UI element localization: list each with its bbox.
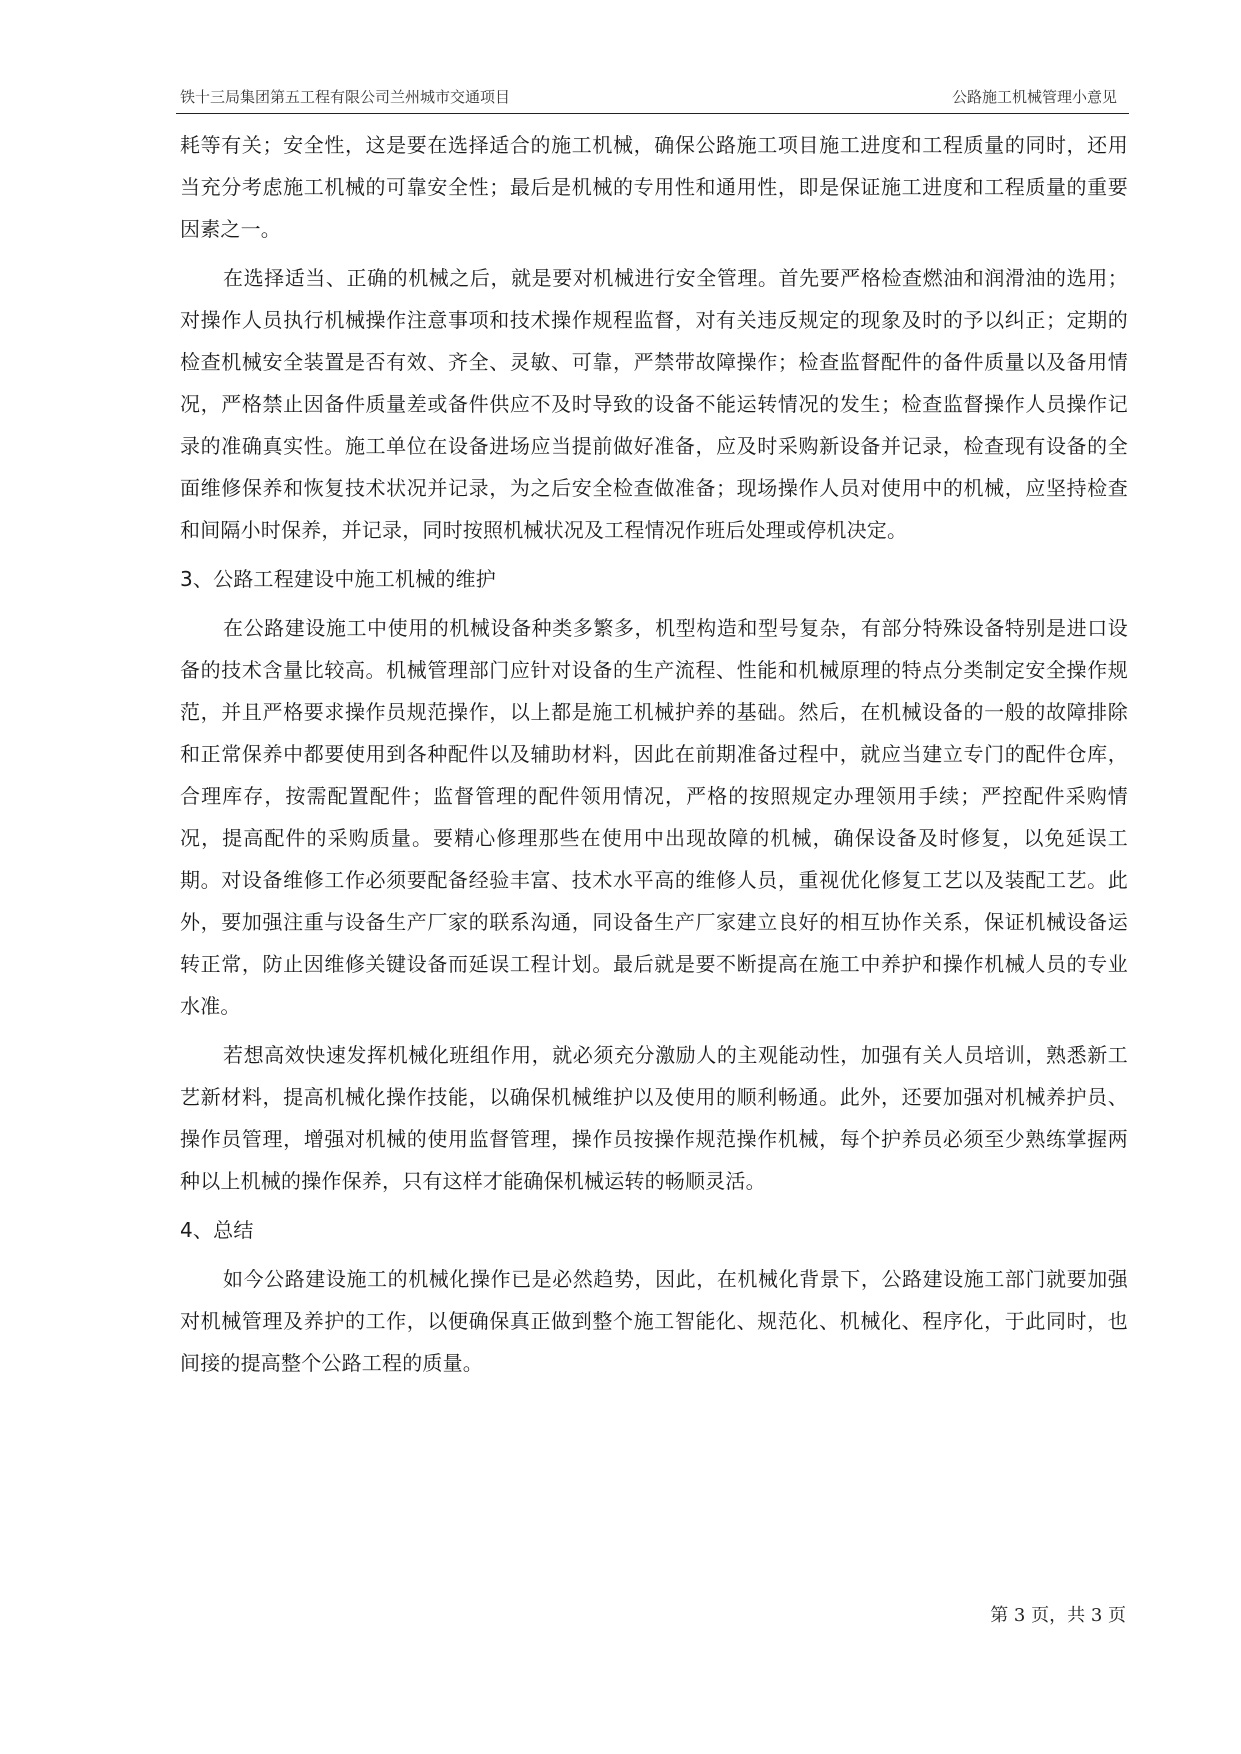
section-heading-maintenance: 3、公路工程建设中施工机械的维护 [180,567,496,591]
document-body [180,124,1128,1391]
page-number: 第 3 页，共 3 页 [990,1605,1126,1626]
paragraph-continuation: 耗等有关；安全性，这是要在选择适合的施工机械，确保公路施工项目施工进度和工程质量的同时，还用当充分考虑施工机械的可靠安全性；最后是机械的专用性和通用性，即是保证施工进度和工程质量的重要因素之一。 [180,133,1128,241]
header-organization: 铁十三局集团第五工程有限公司兰州城市交通项目 [180,88,511,106]
paragraph-team-training: 若想高效快速发挥机械化班组作用，就必须充分激励人的主观能动性，加强有关人员培训，熟悉新工艺新材料，提高机械化操作技能，以确保机械维护以及使用的顺利畅通。此外，还要加强对机械养护员、操作员管理，增强对机械的使用监督管理，操作员按操作规范操作机械，每个护养员必须至少熟练掌握两种以上机械的操作保养，只有这样才能确保机械运转的畅顺灵活。 [180,1043,1128,1193]
paragraph-summary: 如今公路建设施工的机械化操作已是必然趋势，因此，在机械化背景下，公路建设施工部门就要加强对机械管理及养护的工作，以便确保真正做到整个施工智能化、规范化、机械化、程序化，于此同时，也间接的提高整个公路工程的质量。 [180,1267,1128,1375]
paragraph-maintenance: 在公路建设施工中使用的机械设备种类多繁多，机型构造和型号复杂，有部分特殊设备特别是进口设备的技术含量比较高。机械管理部门应针对设备的生产流程、性能和机械原理的特点分类制定安全操作规范，并且严格要求操作员规范操作，以上都是施工机械护养的基础。然后，在机械设备的一般的故障排除和正常保养中都要使用到各种配件以及辅助材料，因此在前期准备过程中，就应当建立专门的配件仓库，合理库存，按需配置配件；监督管理的配件领用情况，严格的按照规定办理领用手续；严控配件采购情况，提高配件的采购质量。要精心修理那些在使用中出现故障的机械，确保设备及时修复，以免延误工期。对设备维修工作必须要配备经验丰富、技术水平高的维修人员，重视优化修复工艺以及装配工艺。此外，要加强注重与设备生产厂家的联系沟通，同设备生产厂家建立良好的相互协作关系，保证机械设备运转正常，防止因维修关键设备而延误工程计划。最后就是要不断提高在施工中养护和操作机械人员的专业水准。 [180,616,1128,1018]
paragraph-safety-management: 在选择适当、正确的机械之后，就是要对机械进行安全管理。首先要严格检查燃油和润滑油的选用；对操作人员执行机械操作注意事项和技术操作规程监督，对有关违反规定的现象及时的予以纠正；定期的检查机械安全装置是否有效、齐全、灵敏、可靠，严禁带故障操作；检查监督配件的备件质量以及备用情况，严格禁止因备件质量差或备件供应不及时导致的设备不能运转情况的发生；检查监督操作人员操作记录的准确真实性。施工单位在设备进场应当提前做好准备，应及时采购新设备并记录，检查现有设备的全面维修保养和恢复技术状况并记录，为之后安全检查做准备；现场操作人员对使用中的机械，应坚持检查和间隔小时保养，并记录，同时按照机械状况及工程情况作班后处理或停机决定。 [180,266,1128,542]
header-rule [176,113,1129,114]
header-document-title: 公路施工机械管理小意见 [951,88,1117,106]
section-heading-summary: 4、总结 [180,1218,254,1242]
page-header [176,86,1129,108]
